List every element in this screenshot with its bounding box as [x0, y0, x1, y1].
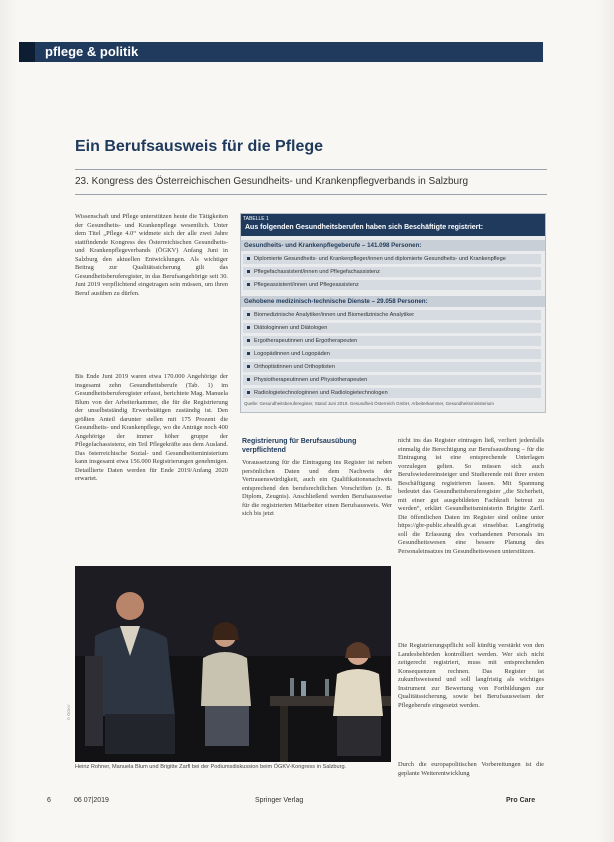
article-title: Ein Berufsausweis für die Pflege: [75, 138, 324, 155]
page-number: 6: [47, 797, 51, 804]
col1-paragraph-2: Bis Ende Juni 2019 waren etwa 170.000 Angehörige der insgesamt zehn Gesundheitsberufe (Tab. 1) im Gesundheitsberuferegister erfasst, berichtete Mag. Manuela Blum von der Arbeiterkammer, die für die Registrierung der unselbstständig Erwerbstätigen zuständig ist. Den größten Anteil darunter stellen mit 175 Prozent die Gesundheits- und Krankenpflege, wo die Anträge noch 400 Angehörige der immer höher gruppe der Pflegefachassistenz, ein Teil Pflegekräfte aus dem Ausland. Das österreichische Sozial- und Gesundheitsministerium kann insgesamt etwa 156.000 Registrierungen genehmigen. Detaillierte Daten werden für Ende 2019/Anfang 2020 erwartet.: [75, 373, 228, 482]
col3-paragraph-2: Die Registrierungspflicht soll künftig verstärkt von den Landesbehörden kontrolliert werden. Wer sich nicht zeitgerecht registriert, muss mit entsprechenden Konsequenzen rechnen. Das Register ist zukunftsweisend und soll langfristig als wichtiges Instrument zur Bewertung von Fortbildungen zur Qualitätssicherung, sowie bei Berufsausweisen der Pflegeberufe eingesetzt werden.: [398, 642, 544, 709]
table-item: Biomedizinische Analytiker/innen und Biomedizinische Analytiker: [243, 310, 541, 320]
section-heading: Registrierung für Berufsausübung verpflichtend: [242, 438, 357, 454]
table-header: [241, 214, 545, 236]
journal-name: Pro Care: [506, 797, 536, 804]
section-header-bar: [19, 42, 543, 62]
event-photo: [75, 566, 391, 762]
table-box: [240, 213, 546, 413]
section-marker: [19, 42, 35, 62]
photo-caption: Heinz Rohner, Manuela Blum und Brigitte Zarfl bei der Podiumsdiskussion beim ÖGKV-Kongress in Salzburg.: [75, 764, 347, 770]
table-item: Logopädinnen und Logopäden: [243, 349, 541, 359]
section-label: pflege & politik: [45, 44, 139, 59]
issue-date: 06 07|2019: [74, 797, 109, 804]
col2-paragraph-1: Voraussetzung für die Eintragung ins Register ist neben persönlichen Daten und dem Nachweis der Vertrauenswürdigkeit, auch ein Qualifikationsnachweis entsprechend den berufsrechtlichen Vorschriften (z. B. Diplom, Zeugnis). Anschließend werden Berufsausweise für die registrierten Mitarbeiter einen Berufsausweis. Wer sich bis jetzt: [242, 459, 392, 517]
table-item: Pflegeassistent/innen und Pflegeassistenz: [243, 280, 541, 290]
table-source: Quelle: Gesundheitsberuferegister, Stand Juni 2019. Gesundheit Österreich GmbH, Arbeiterkammer, Gesundheitsministerium: [244, 401, 494, 406]
photo-credit: © ÖGKV: [66, 704, 71, 720]
table-group-heading: Gehobene medizinisch-technische Dienste – 29.058 Personen:: [241, 296, 545, 307]
table-item: Physiotherapeutinnen und Physiotherapeuten: [243, 375, 541, 385]
publisher: Springer Verlag: [255, 797, 304, 804]
table-item: Radiologietechnologinnen und Radiologietechnologen: [243, 388, 541, 398]
table-item: Diätologinnen und Diätologen: [243, 323, 541, 333]
col1-paragraph-1: Wissenschaft und Pflege unterstützen heute die Tätigkeiten der Gesundheits- und Krankenpflege wesentlich. Unter dem Titel „Pflege 4.0“ widmete sich der alle zwei Jahre stattfindende Kongress des Österreichischen Gesundheits- und Krankenpflegeverbands (ÖGKV) Anfang Juni in Salzburg den aktuellen Entwicklungen. Als wichtiger Beitrag zur Qualitätssicherung gilt das Gesundheitsberuferegister, in das Berufsangehörige seit 30. Juni 2019 verpflichtend eingetragen sein müssen, um ihren Beruf ausüben zu dürfen.: [75, 213, 228, 297]
col3-paragraph-1: nicht ins das Register eintragen ließ, verliert jedenfalls einmalig die Berechtigung zur Berufsausübung – für die Eintragung ist eine entsprechende Unterlagen vorzulegen gelten. So müssen sich auch Berufswiedereinsteiger und Studierende mit ihrer ersten Beschäftigung registrieren lassen. Mit Spannung bedeutet das Gesundheitsberuferegister „die Sicherheit, mit einer gut ausgebildeten Fachkraft betreut zu werden“, erklärt Gesundheitsministerin Brigitte Zarfl. Die öffentlichen Daten im Register sind online unter https://gbr-public.ehealth.gv.at einsehbar. Langfristig soll die Erfassung des vorhandenen Personals im Gesundheitswesen eine bessere Planung des Personaleinsatzes im Gesundheitswesen unterstützen.: [398, 437, 544, 555]
title-divider: [75, 169, 547, 170]
table-item: Pflegefachassistent/innen und Pflegefachassistenz: [243, 267, 541, 277]
subtitle-divider: [75, 194, 547, 195]
table-item: Diplomierte Gesundheits- und Krankenpfleger/innen und diplomierte Gesundheits- und Krankenpflege: [243, 254, 541, 264]
table-item: Ergotherapeutinnen und Ergotherapeuten: [243, 336, 541, 346]
table-tag: TABELLE 1: [243, 216, 269, 222]
podium-photo-illustration: [75, 566, 391, 762]
table-group-heading: Gesundheits- und Krankenpflegeberufe – 141.098 Personen:: [241, 240, 545, 251]
col3-paragraph-3: Durch die europapolitischen Vorbereitungen ist die geplante Weiterentwicklung: [398, 761, 544, 777]
article-subtitle: 23. Kongress des Österreichischen Gesundheits- und Krankenpflegverbands in Salzburg: [75, 176, 469, 187]
table-item: Orthoptistinnen und Orthoptisten: [243, 362, 541, 372]
table-header-text: Aus folgenden Gesundheitsberufen haben sich Beschäftigte registriert:: [245, 224, 484, 231]
